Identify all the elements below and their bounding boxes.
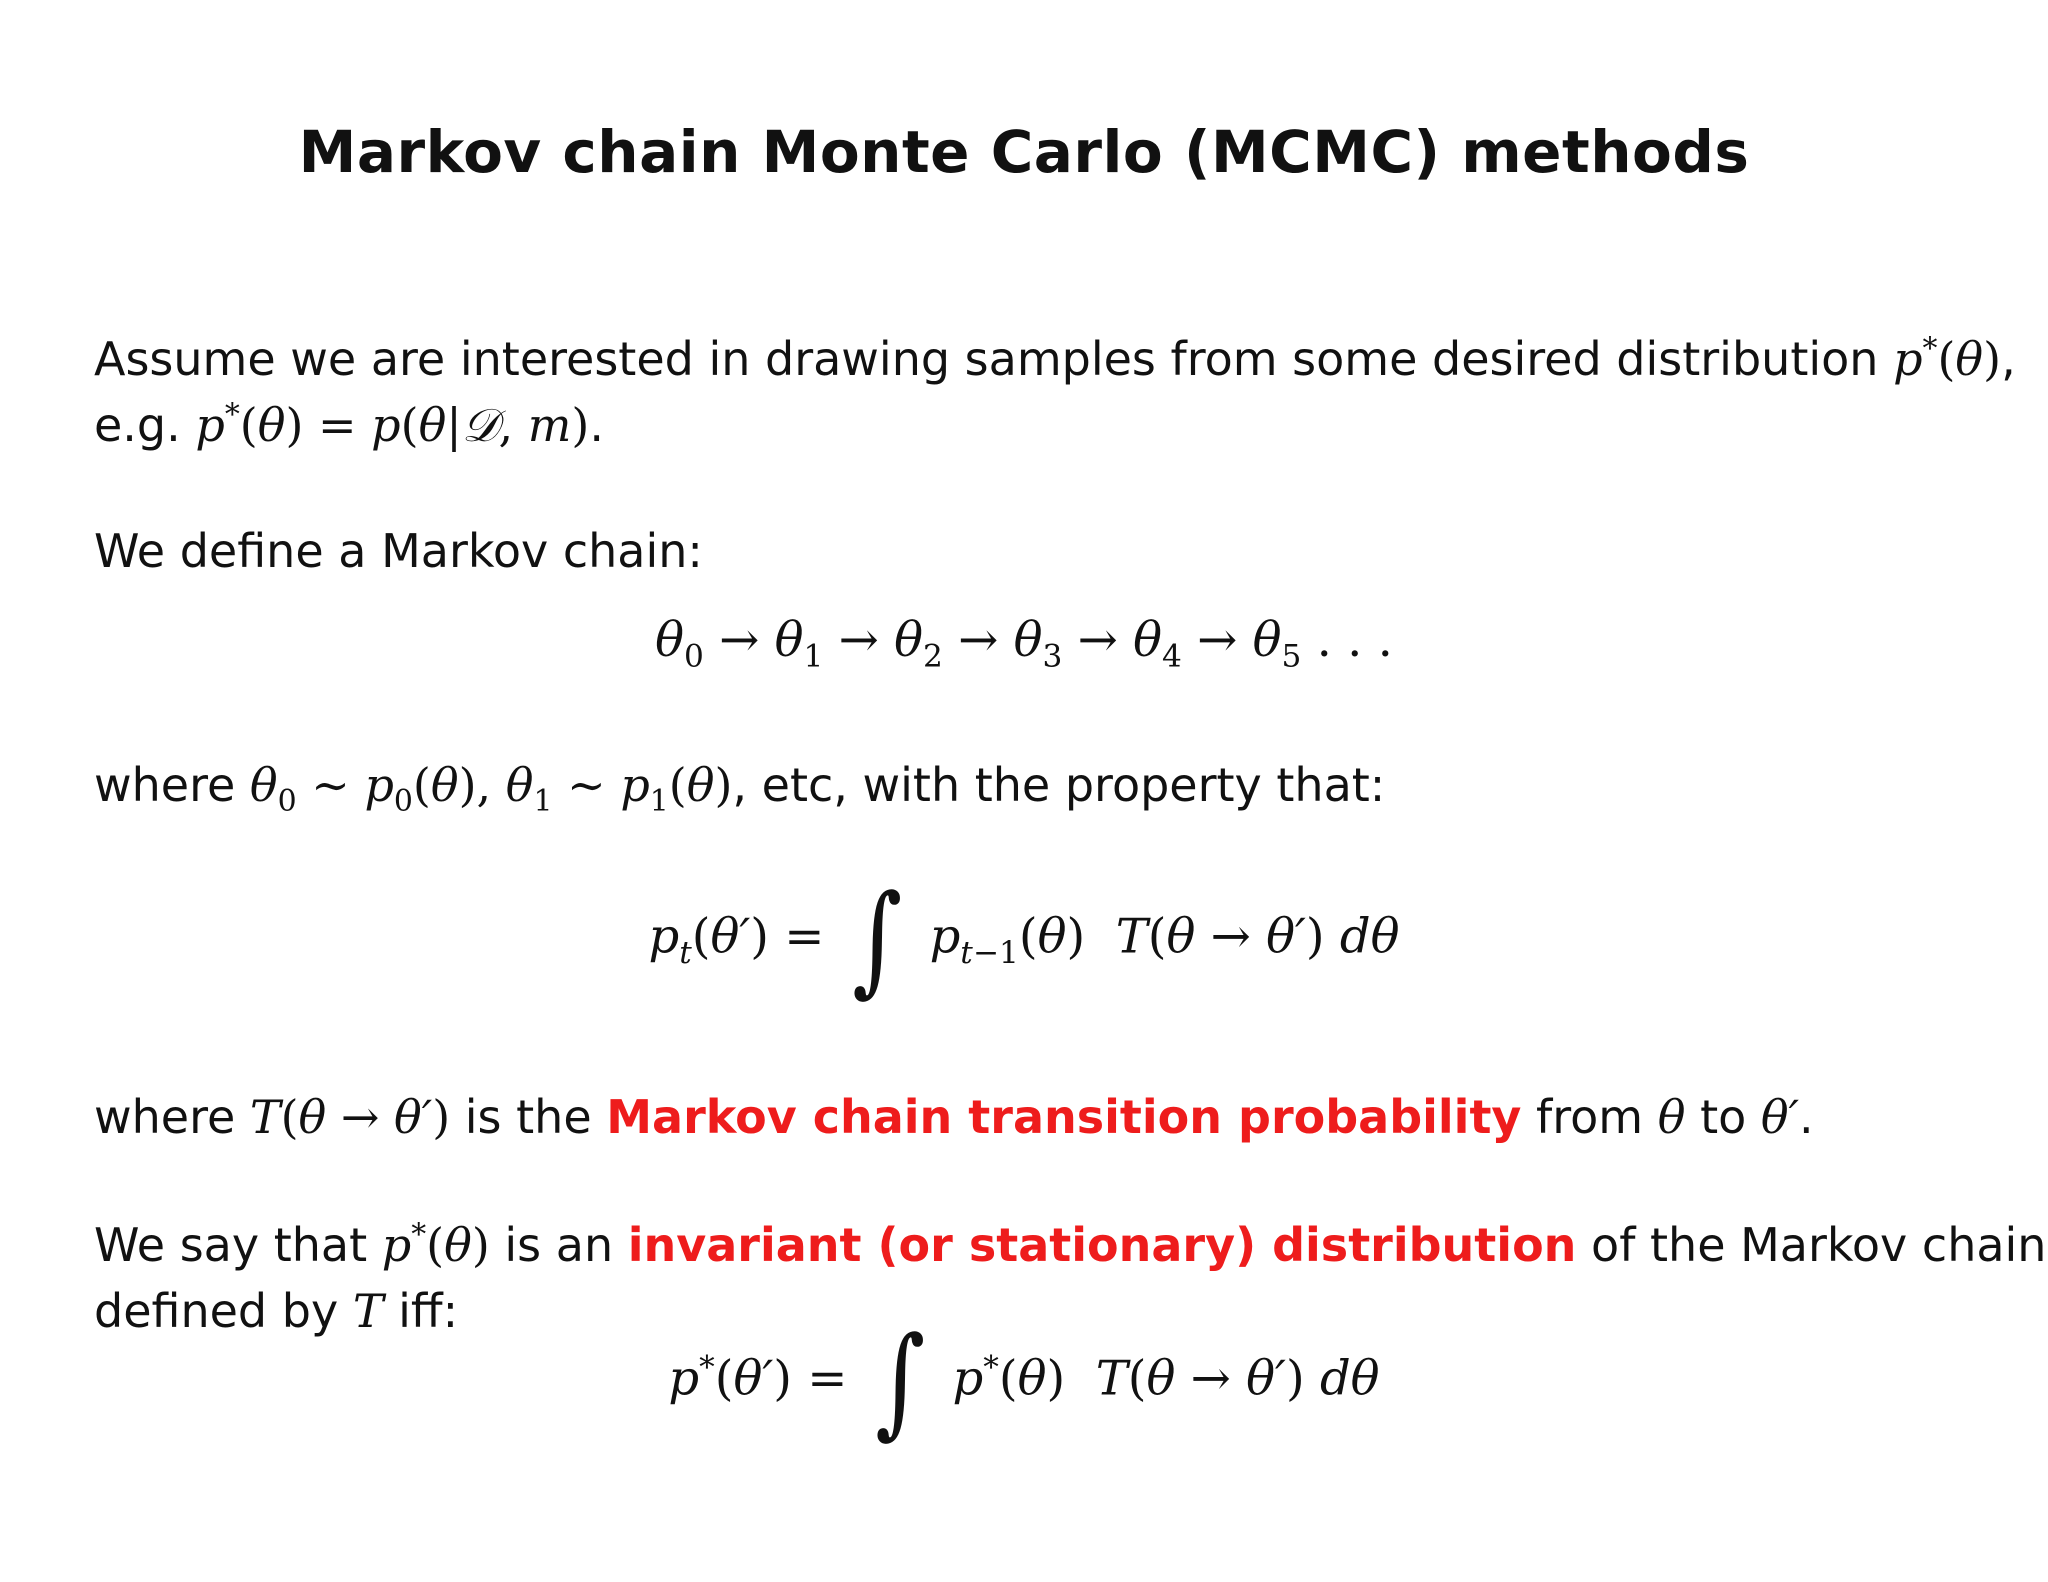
posterior-math: p*(θ) = p(θ|𝒟, m) <box>195 397 590 452</box>
markov-chain-equation: $\theta_0 \to \theta_1 \to \theta_2 \to \theta_3 \to \theta_4 \to \theta_5$ . . . <box>655 612 1393 675</box>
where-word-2: where <box>94 1090 236 1144</box>
invariant-distribution-highlight: invariant (or stationary) distribution <box>627 1218 1577 1272</box>
marginal-update-equation: $p_t(\theta')$ = ∫ $p_{t-1}(\theta) T(\theta \to \theta')$ dθ <box>648 870 1400 1009</box>
from-text: from <box>1536 1090 1644 1144</box>
is-an-text: is an <box>504 1218 614 1272</box>
integral-sign-2: ∫ <box>875 1312 926 1451</box>
transition-probability-highlight: Markov chain transition probability <box>606 1090 1522 1144</box>
to-text: to <box>1700 1090 1747 1144</box>
theta-math: θ <box>1657 1090 1686 1144</box>
of-markov-chain-text: of the Markov chain <box>1591 1218 2047 1272</box>
we-say-text: We say that <box>94 1218 368 1272</box>
defined-by-text: defined by <box>94 1284 339 1338</box>
invariant-line-1 <box>94 1212 2047 1278</box>
markov-chain-intro: We define a Markov chain: <box>94 524 703 578</box>
integral-sign: ∫ <box>852 870 903 1009</box>
invariance-equation: p*(θ′) = ∫ p*(θ) T(θ → θ′) dθ <box>668 1312 1380 1451</box>
slide-title: Markov chain Monte Carlo (MCMC) methods <box>298 118 1750 186</box>
intro-text: Assume we are interested in drawing samples from some desired distribution <box>94 332 1879 386</box>
intro-period: . <box>589 398 604 452</box>
theta-prime-math: θ′ <box>1760 1090 1800 1144</box>
intro-line-1 <box>94 326 2016 392</box>
transition-math: T(θ → θ′) <box>249 1090 451 1144</box>
where-word: where <box>94 758 236 812</box>
pstar-math: p*(θ) <box>381 1217 490 1272</box>
etc-text: , etc, with the property that: <box>732 758 1386 812</box>
transition-line <box>94 1084 1974 1150</box>
is-the-text: is the <box>464 1090 592 1144</box>
eg-label: e.g. <box>94 398 181 452</box>
where-line: where $\theta_0$ ∼ $p_0(\theta)$, $\theta_1$ ∼ $p_1(\theta)$, etc, with the property that: <box>94 758 1386 820</box>
theta0-dist-math: $\theta_0$ ∼ $p_0(\theta)$ <box>249 758 477 820</box>
intro-line-2 <box>94 392 1974 458</box>
theta1-dist-math: $\theta_1$ ∼ $p_1(\theta)$ <box>505 758 733 820</box>
transition-period: . <box>1799 1090 1814 1144</box>
T-math: T <box>352 1284 384 1338</box>
iff-text: iff: <box>398 1284 459 1338</box>
intro-comma: , <box>2001 332 2016 386</box>
target-distribution-math: p*(θ) <box>1893 331 2002 386</box>
